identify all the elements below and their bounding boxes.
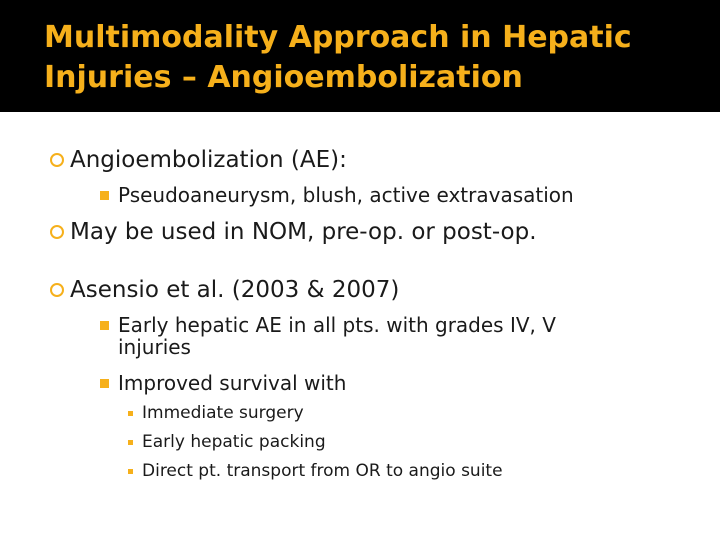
small-square-bullet-icon: [128, 440, 133, 445]
slide-title: Multimodality Approach in Hepatic Injuries – Angioembolization: [44, 20, 632, 95]
bullet-improved-survival: [100, 372, 346, 394]
bullet-text: Asensio et al. (2003 & 2007): [70, 277, 400, 303]
bullet-angioembolization: [50, 146, 347, 174]
bullet-early-hepatic-ae: [100, 314, 620, 358]
bullet-text: Direct pt. transport from OR to angio suite: [142, 461, 503, 481]
bullet-text: Improved survival with: [118, 371, 347, 395]
bullet-text: Immediate surgery: [142, 403, 304, 423]
square-bullet-icon: [100, 321, 109, 330]
ring-bullet-icon: [50, 153, 64, 167]
bullet-nom: [50, 218, 537, 246]
small-square-bullet-icon: [128, 411, 133, 416]
bullet-text: Angioembolization (AE):: [70, 147, 347, 173]
bullet-text: Pseudoaneurysm, blush, active extravasation: [118, 183, 574, 207]
ring-bullet-icon: [50, 225, 64, 239]
bullet-direct-transport: [128, 460, 503, 482]
bullet-early-packing: [128, 431, 326, 453]
small-square-bullet-icon: [128, 469, 133, 474]
bullet-text: Early hepatic packing: [142, 432, 326, 452]
bullet-text: May be used in NOM, pre-op. or post-op.: [70, 219, 537, 245]
square-bullet-icon: [100, 191, 109, 200]
ring-bullet-icon: [50, 283, 64, 297]
bullet-text: Early hepatic AE in all pts. with grades IV, V injuries: [118, 313, 556, 359]
bullet-pseudoaneurysm: [100, 184, 574, 206]
bullet-asensio: [50, 276, 399, 304]
square-bullet-icon: [100, 379, 109, 388]
bullet-immediate-surgery: [128, 402, 304, 424]
